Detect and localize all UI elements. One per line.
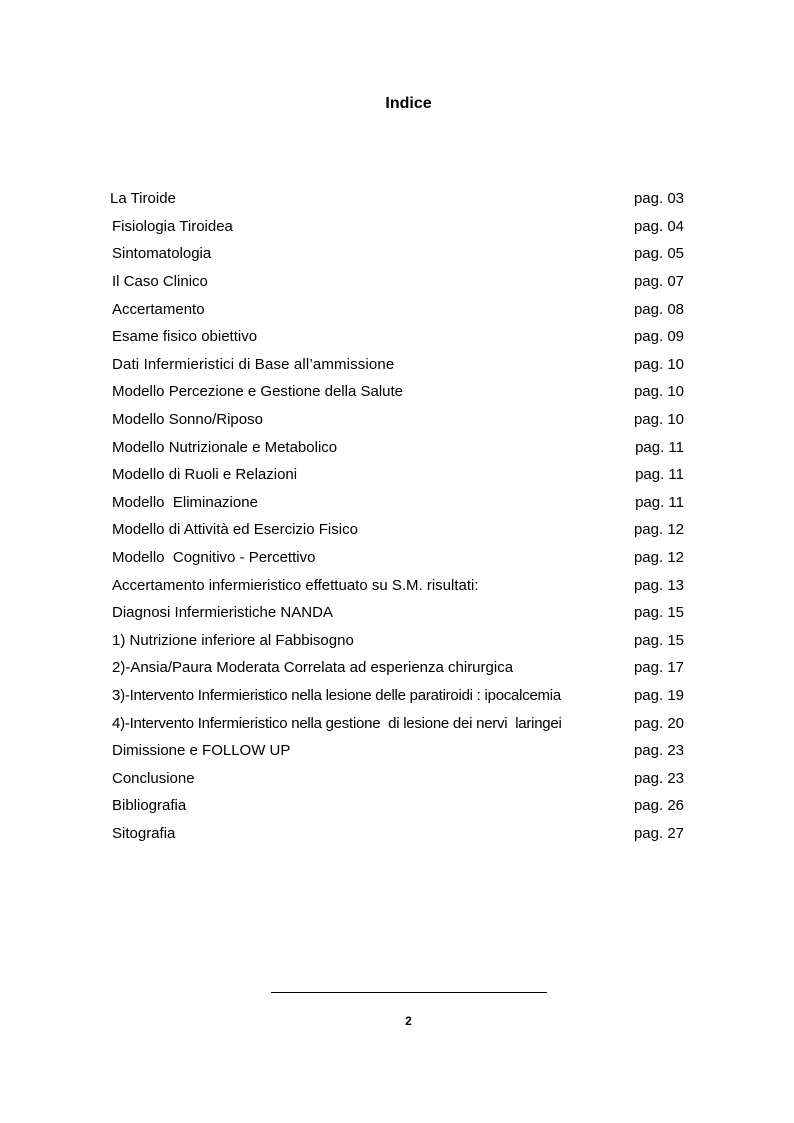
toc-entry-page: pag. 11 — [635, 493, 684, 511]
toc-entry-page: pag. 23 — [633, 769, 684, 787]
toc-entry-label: Modello di Attività ed Esercizio Fisico — [112, 521, 358, 539]
toc-entry-label: Sintomatologia — [112, 245, 212, 263]
toc-entry[interactable] — [112, 268, 684, 296]
toc-entry-page: pag. 07 — [633, 273, 684, 291]
toc-entry-label: Dimissione e FOLLOW UP — [112, 742, 291, 760]
toc-entry-label: Esame fisico obiettivo — [112, 328, 258, 346]
toc-entry-page: pag. 03 — [633, 190, 684, 208]
toc-entry-label: Modello Cognitivo - Percettivo — [112, 549, 316, 567]
toc-entry-page: pag. 05 — [633, 245, 684, 263]
toc-entry-page: pag. 19 — [633, 686, 684, 704]
toc-entry-page: pag. 26 — [633, 797, 684, 815]
toc-entry[interactable] — [112, 682, 684, 710]
toc-entry[interactable] — [112, 378, 684, 406]
toc-entry-page: pag. 10 — [633, 383, 684, 401]
toc-entry-page: pag. 08 — [633, 300, 684, 318]
toc-entry-page: pag. 12 — [633, 549, 684, 567]
toc-entry-page: pag. 10 — [633, 411, 684, 429]
toc-entry-label: Modello Sonno/Riposo — [112, 411, 263, 429]
toc-entry[interactable] — [112, 323, 684, 351]
toc-entry[interactable] — [112, 240, 684, 268]
toc-entry-label: Conclusione — [112, 769, 195, 787]
toc-entry[interactable] — [112, 461, 684, 489]
toc-entry-label: Dati Infermieristici di Base all’ammissione — [112, 355, 395, 373]
toc-entry-label: Diagnosi Infermieristiche NANDA — [112, 604, 333, 622]
toc-entry-page: pag. 15 — [633, 631, 684, 649]
toc-entry[interactable] — [112, 351, 684, 379]
toc-entry[interactable] — [112, 185, 684, 213]
toc-entry[interactable] — [112, 627, 684, 655]
toc-entry[interactable] — [112, 737, 684, 765]
page-number: 2 — [405, 1014, 412, 1028]
toc-entry-label: 4)-Intervento Infermieristico nella gestione di lesione dei nervi laringei — [112, 714, 562, 732]
toc-entry-page: pag. 04 — [633, 217, 684, 235]
toc-entry[interactable] — [112, 571, 684, 599]
toc-entry-label: Accertamento — [112, 300, 205, 318]
toc-entry-page: pag. 13 — [633, 576, 684, 594]
toc-entry-label: Accertamento infermieristico effettuato su S.M. risultati: — [112, 576, 479, 594]
toc-entry-label: 3)-Intervento Infermieristico nella lesione delle paratiroidi : ipocalcemia — [112, 686, 561, 704]
toc-entry[interactable] — [112, 654, 684, 682]
toc-entry[interactable] — [112, 820, 684, 848]
toc-entry-page: pag. 10 — [633, 355, 684, 373]
toc-entry-page: pag. 11 — [635, 438, 684, 456]
toc-entry[interactable] — [112, 544, 684, 572]
table-of-contents — [112, 185, 684, 847]
toc-entry-label: Modello Nutrizionale e Metabolico — [112, 438, 338, 456]
toc-entry-page: pag. 09 — [633, 328, 684, 346]
toc-entry-label: Sitografia — [112, 824, 176, 842]
toc-entry[interactable] — [112, 213, 684, 241]
toc-entry-label: Modello Eliminazione — [112, 493, 258, 511]
toc-entry[interactable] — [112, 433, 684, 461]
page-title: Indice — [385, 95, 432, 112]
toc-entry-page: pag. 20 — [633, 714, 684, 732]
toc-entry[interactable] — [112, 489, 684, 517]
toc-entry[interactable] — [112, 599, 684, 627]
toc-entry-label: Bibliografia — [112, 797, 187, 815]
toc-entry-label: Modello Percezione e Gestione della Salute — [112, 383, 404, 401]
toc-entry-label: 2)-Ansia/Paura Moderata Correlata ad esperienza chirurgica — [112, 659, 514, 677]
toc-entry[interactable] — [112, 709, 684, 737]
toc-entry-label: Modello di Ruoli e Relazioni — [112, 466, 298, 484]
toc-entry-page: pag. 12 — [633, 521, 684, 539]
toc-entry-page: pag. 27 — [633, 824, 684, 842]
toc-entry-page: pag. 11 — [635, 466, 684, 484]
toc-entry[interactable] — [112, 764, 684, 792]
toc-entry[interactable] — [112, 406, 684, 434]
toc-entry-page: pag. 23 — [633, 742, 684, 760]
toc-entry-page: pag. 17 — [633, 659, 684, 677]
toc-entry[interactable] — [112, 792, 684, 820]
footer-divider — [271, 992, 547, 993]
toc-entry[interactable] — [112, 295, 684, 323]
toc-entry-label: Fisiologia Tiroidea — [112, 217, 233, 235]
toc-entry-label: La Tiroide — [110, 190, 176, 208]
toc-entry-label: Il Caso Clinico — [112, 273, 208, 291]
toc-entry-label: 1) Nutrizione inferiore al Fabbisogno — [112, 631, 354, 649]
toc-entry[interactable] — [112, 516, 684, 544]
toc-entry-page: pag. 15 — [633, 604, 684, 622]
